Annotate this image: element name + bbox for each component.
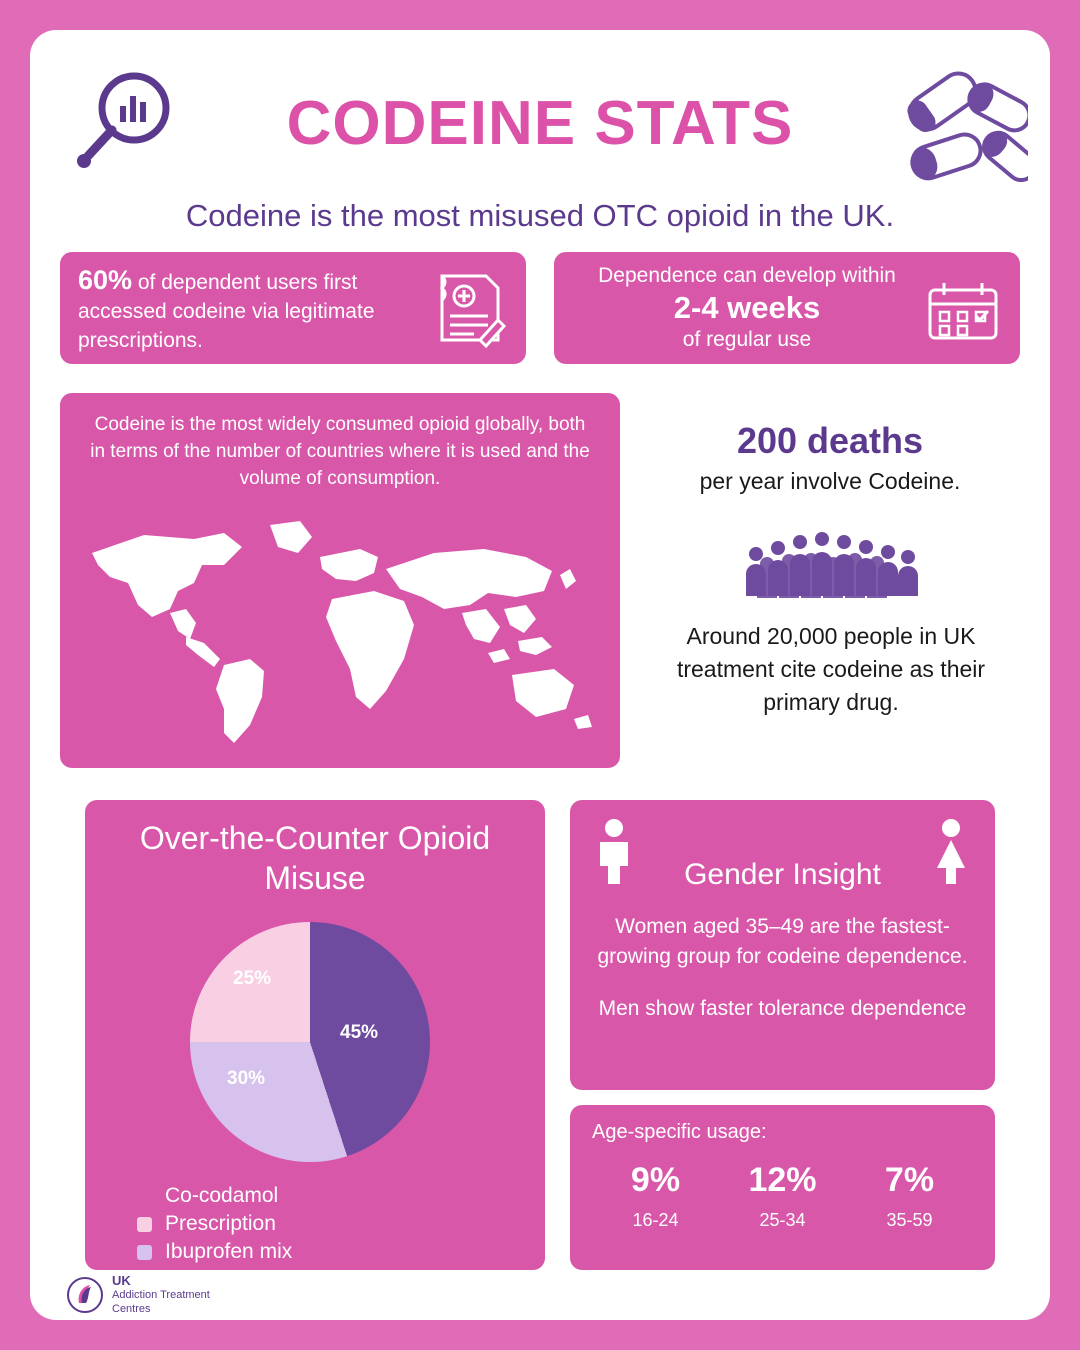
pie-chart-title: Over-the-Counter Opioid Misuse bbox=[139, 820, 491, 896]
treatment-caption: Around 20,000 people in UK treatment cite codeine as their primary drug. bbox=[676, 623, 986, 715]
age-card-title: Age-specific usage: bbox=[592, 1121, 767, 1143]
legend-swatch-prescription bbox=[137, 1217, 152, 1232]
legend-item bbox=[137, 1238, 497, 1266]
calendar-icon bbox=[924, 280, 1002, 342]
stat-card-prescription bbox=[60, 252, 526, 364]
footer-line-2: Addiction Treatment bbox=[112, 1289, 210, 1301]
legend-item bbox=[137, 1210, 497, 1238]
legend-item bbox=[137, 1182, 497, 1210]
age-item bbox=[850, 1161, 970, 1231]
footer-logo bbox=[66, 1274, 210, 1316]
header bbox=[30, 30, 1050, 233]
footer-line-3: Centres bbox=[112, 1303, 151, 1315]
legend-label-co-codamol: Co-codamol bbox=[165, 1184, 279, 1207]
gender-body-1: Women aged 35–49 are the fastest-growing group for codeine dependence. bbox=[597, 915, 968, 968]
age-item bbox=[723, 1161, 843, 1231]
gender-insight-card bbox=[570, 800, 995, 1090]
deaths-block bbox=[630, 420, 1030, 495]
world-map-icon bbox=[74, 513, 606, 753]
female-figure-icon bbox=[927, 818, 975, 884]
legend-swatch-ibuprofen-mix bbox=[137, 1245, 152, 1260]
age-columns bbox=[592, 1161, 973, 1231]
legend-label-ibuprofen-mix: Ibuprofen mix bbox=[165, 1240, 293, 1263]
pie-slice-label-ibuprofen-mix: 30% bbox=[227, 1068, 266, 1089]
age-range: 16-24 bbox=[632, 1210, 679, 1230]
deaths-caption: per year involve Codeine. bbox=[699, 468, 961, 494]
legend-label-prescription: Prescription bbox=[165, 1212, 276, 1235]
page-subtitle: Codeine is the most misused OTC opioid in the UK. bbox=[185, 198, 895, 233]
pie-slice-label-co-codamol: 45% bbox=[340, 1022, 379, 1043]
prescription-document-icon bbox=[434, 270, 510, 348]
age-percent: 9% bbox=[630, 1161, 681, 1199]
deaths-number: 200 deaths bbox=[736, 420, 924, 461]
global-consumption-card bbox=[60, 393, 620, 768]
footer-text bbox=[112, 1274, 210, 1316]
dependence-line3: of regular use bbox=[682, 328, 812, 351]
age-percent: 12% bbox=[748, 1161, 817, 1199]
pie-chart-card bbox=[85, 800, 545, 1270]
footer-line-1: UK bbox=[112, 1273, 131, 1288]
pie-chart-legend bbox=[137, 1182, 497, 1266]
dependence-line1: Dependence can develop within bbox=[598, 264, 896, 287]
age-item bbox=[596, 1161, 716, 1231]
people-crowd-icon bbox=[742, 530, 922, 600]
legend-swatch-co-codamol bbox=[137, 1189, 152, 1204]
page-title: CODEINE STATS bbox=[286, 89, 794, 158]
infographic-page bbox=[30, 30, 1050, 1320]
uk-addiction-treatment-centres-logo bbox=[66, 1276, 104, 1314]
map-caption: Codeine is the most widely consumed opioid globally, both in terms of the number of countries where it is used and the volume of consumption. bbox=[90, 414, 590, 489]
pie-chart bbox=[190, 922, 430, 1162]
gender-title: Gender Insight bbox=[684, 858, 881, 891]
age-usage-card bbox=[570, 1105, 995, 1270]
age-percent: 7% bbox=[884, 1161, 935, 1199]
prescription-text bbox=[78, 266, 398, 355]
prescription-caption: of dependent users first accessed codeine via legitimate prescriptions. bbox=[78, 271, 375, 352]
stat-card-dependence bbox=[554, 252, 1020, 364]
pills-capsules-icon bbox=[888, 70, 1028, 185]
age-range: 35-59 bbox=[886, 1210, 933, 1230]
gender-body-2: Men show faster tolerance dependence bbox=[598, 997, 967, 1020]
prescription-stat: 60% bbox=[78, 265, 133, 295]
male-figure-icon bbox=[590, 818, 638, 884]
age-range: 25-34 bbox=[759, 1210, 806, 1230]
dependence-duration: 2-4 weeks bbox=[673, 290, 821, 325]
pie-slice-label-prescription: 25% bbox=[233, 968, 272, 989]
